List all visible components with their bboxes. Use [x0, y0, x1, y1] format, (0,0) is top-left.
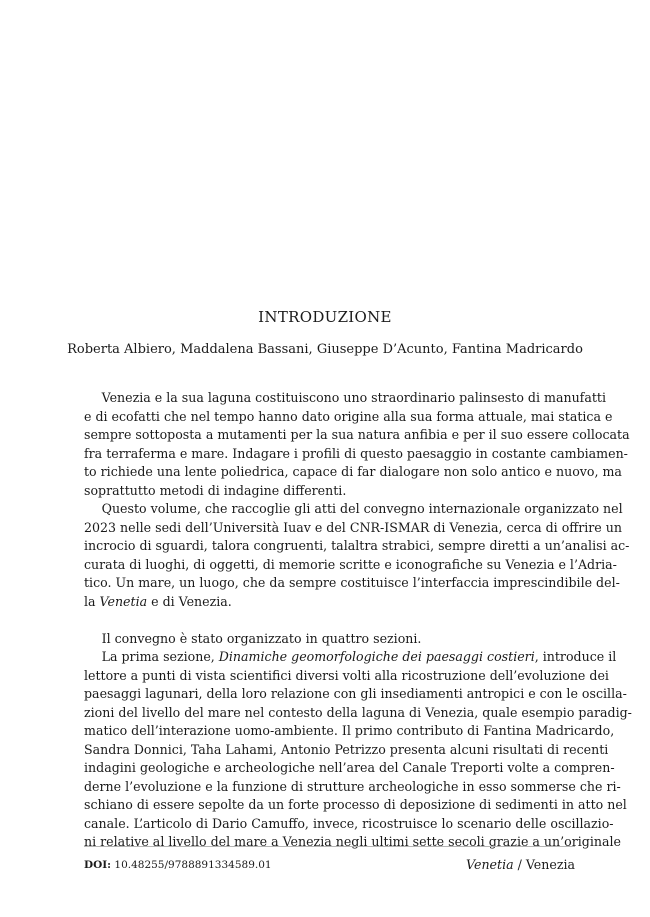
text-line [84, 519, 622, 538]
text-line [84, 704, 632, 723]
text-line [84, 574, 620, 593]
text-line [84, 593, 575, 612]
page-title: INTRODUZIONE [258, 308, 392, 326]
paragraph-gap [84, 611, 575, 630]
body-text [84, 389, 632, 852]
text-line [84, 537, 630, 556]
text-segment: e di Venezia. [147, 593, 232, 609]
text-segment: Venezia e la sua laguna costituiscono uno straordinario palinsesto di manufatti [101, 390, 606, 405]
text-segment: zioni del livello del mare nel contesto della laguna di Venezia, quale esempio paradig- [84, 704, 632, 720]
text-line [84, 741, 609, 760]
text-segment: ni relative al livello del mare a Venezia negli ultimi sette secoli grazie a un’originale [84, 834, 621, 849]
text-line [84, 685, 627, 704]
italic-text: Venetia [99, 593, 148, 609]
authors-line: Roberta Albiero, Maddalena Bassani, Giuseppe D’Acunto, Fantina Madricardo [67, 342, 583, 357]
series-title-rest: / Venezia [513, 857, 575, 872]
text-line [84, 408, 613, 427]
text-line [84, 630, 575, 649]
text-segment: , introduce il [534, 649, 617, 664]
text-segment: derne l’evoluzione e la funzione di strutture archeologiche in esso sommerse che ri- [84, 778, 621, 794]
text-segment: canale. L’articolo di Dario Camuffo, invece, ricostruisce lo scenario delle oscillazio- [84, 815, 614, 831]
text-line [84, 389, 606, 408]
text-line [84, 833, 621, 852]
text-segment: to richiede una lente poliedrica, capace di far dialogare non solo antico e nuovo, ma [84, 464, 622, 479]
text-segment: e di ecofatti che nel tempo hanno dato origine alla sua forma attuale, mai statica e [84, 408, 613, 424]
page-footer [84, 857, 575, 875]
text-segment: tico. Un mare, un luogo, che da sempre costituisce l’interfaccia imprescindibile del- [84, 575, 620, 590]
paragraph [84, 648, 632, 852]
text-line [84, 759, 615, 778]
text-line [84, 556, 617, 575]
text-segment: indagini geologiche e archeologiche nell’area del Canale Treporti volte a compren- [84, 760, 615, 775]
text-line [84, 667, 609, 686]
text-line [84, 722, 615, 741]
text-line [84, 796, 627, 815]
text-line [84, 426, 630, 445]
series-title [466, 857, 575, 872]
text-segment: soprattutto metodi di indagine differenti. [84, 482, 347, 498]
series-title-italic: Venetia [466, 857, 514, 872]
text-segment: La prima sezione, [101, 649, 219, 664]
text-line [84, 500, 623, 519]
text-line [84, 482, 575, 501]
text-segment: matico dell’interazione uomo-ambiente. Il primo contributo di Fantina Madricardo, [84, 723, 615, 738]
text-segment: Il convegno è stato organizzato in quattro sezioni. [101, 630, 422, 646]
footer-divider [84, 846, 575, 847]
text-segment: lettore a punti di vista scientifici diversi volti alla ricostruzione dell’evoluzione dei [84, 667, 609, 683]
text-segment: curata di luoghi, di oggetti, di memorie scritte e iconografiche su Venezia e l’Adria- [84, 556, 617, 572]
text-line [84, 778, 621, 797]
text-segment: schiano di essere sepolte da un forte processo di deposizione di sedimenti in atto nel [84, 797, 627, 812]
text-line [84, 648, 617, 667]
text-segment: 2023 nelle sedi dell’Università Iuav e del CNR-ISMAR di Venezia, cerca di offrire un [84, 519, 622, 535]
text-segment: sempre sottoposta a mutamenti per la sua natura anfibia e per il suo essere collocata [84, 427, 630, 442]
text-line [84, 815, 614, 834]
text-segment: fra terraferma e mare. Indagare i profili di questo paesaggio in costante cambiamen- [84, 445, 628, 461]
paragraph [84, 389, 630, 500]
doi-value: 10.48255/9788891334589.01 [111, 859, 272, 871]
text-line [84, 445, 628, 464]
text-segment: Questo volume, che raccoglie gli atti del convegno internazionale organizzato nel [101, 501, 623, 516]
text-line [84, 463, 622, 482]
paragraph [84, 500, 630, 611]
text-segment: la [84, 593, 100, 609]
text-segment: paesaggi lagunari, della loro relazione con gli insediamenti antropici e con le oscilla- [84, 686, 627, 701]
text-segment: incrocio di sguardi, talora congruenti, talaltra strabici, sempre diretti a un’analisi ac- [84, 538, 630, 553]
italic-text: Dinamiche geomorfologiche dei paesaggi costieri [218, 649, 535, 664]
doi-label: DOI: [84, 859, 112, 871]
paragraph [84, 630, 575, 649]
doi-reference [84, 859, 272, 871]
text-segment: Sandra Donnici, Taha Lahami, Antonio Petrizzo presenta alcuni risultati di recenti [84, 741, 609, 757]
